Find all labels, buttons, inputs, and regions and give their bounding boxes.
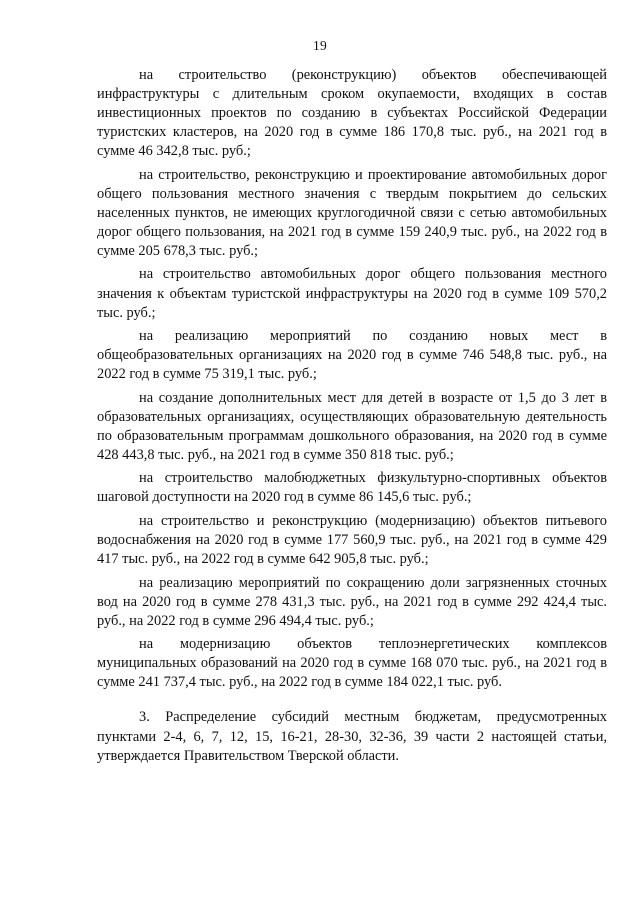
paragraph-heat-energy: на модернизацию объектов теплоэнергетических комплексов муниципальных образований на 2020 год в сумме 168 070 тыс. руб., на 2021 год в сумме 241 737,4 тыс. руб., на 2022 год в сумме 184 022,1 тыс. руб. [97, 636, 607, 691]
paragraph-preschool-places: на создание дополнительных мест для детей в возрасте от 1,5 до 3 лет в образовательных организациях, осуществляющих образовательную деятельность по образовательным программам дошкольного образования, на 2020 год в сумме 428 443,8 тыс. руб., на 2021 год в сумме 350 818 тыс. руб.; [97, 389, 607, 463]
paragraph-roads-tourist: на строительство автомобильных дорог общего пользования местного значения к объектам туристской инфраструктуры на 2020 год в сумме 109 570,2 тыс. руб.; [97, 266, 607, 321]
page-number: 19 [313, 38, 327, 53]
paragraph-water-supply: на строительство и реконструкцию (модернизацию) объектов питьевого водоснабжения на 2020 год в сумме 177 560,9 тыс. руб., на 2021 год в сумме 429 417 тыс. руб., на 2022 год в сумме 642 905,8 тыс. руб.; [97, 513, 607, 568]
paragraph-clause-3: 3. Распределение субсидий местным бюджетам, предусмотренных пунктами 2-4, 6, 7, 12, 15, 16-21, 28-30, 32-36, 39 части 2 настоящей статьи, утверждается Правительством Тверской области. [97, 709, 607, 764]
paragraph-sports-facilities: на строительство малобюджетных физкультурно-спортивных объектов шаговой доступности на 2020 год в сумме 86 145,6 тыс. руб.; [97, 470, 607, 506]
paragraph-roads-rural: на строительство, реконструкцию и проектирование автомобильных дорог общего пользования местного значения с твердым покрытием до сельских населенных пунктов, не имеющих круглогодичной связи с сетью автомобильных дорог общего пользования, на 2021 год в сумме 159 240,9 тыс. руб., на 2022 год в сумме 205 678,3 тыс. руб.; [97, 166, 607, 259]
paragraph-wastewater: на реализацию мероприятий по сокращению доли загрязненных сточных вод на 2020 год в сумме 278 431,3 тыс. руб., на 2021 год в сумме 292 424,4 тыс. руб., на 2022 год в сумме 296 494,4 тыс. руб.; [97, 574, 607, 629]
document-body [97, 66, 607, 770]
paragraph-school-places: на реализацию мероприятий по созданию новых мест в общеобразовательных организациях на 2020 год в сумме 746 548,8 тыс. руб., на 2022 год в сумме 75 319,1 тыс. руб.; [97, 328, 607, 383]
paragraph-tourist-clusters: на строительство (реконструкцию) объектов обеспечивающей инфраструктуры с длительным сроком окупаемости, входящих в состав инвестиционных проектов по созданию в субъектах Российской Федерации туристских кластеров, на 2020 год в сумме 186 170,8 тыс. руб., на 2021 год в сумме 46 342,8 тыс. руб.; [97, 67, 607, 160]
